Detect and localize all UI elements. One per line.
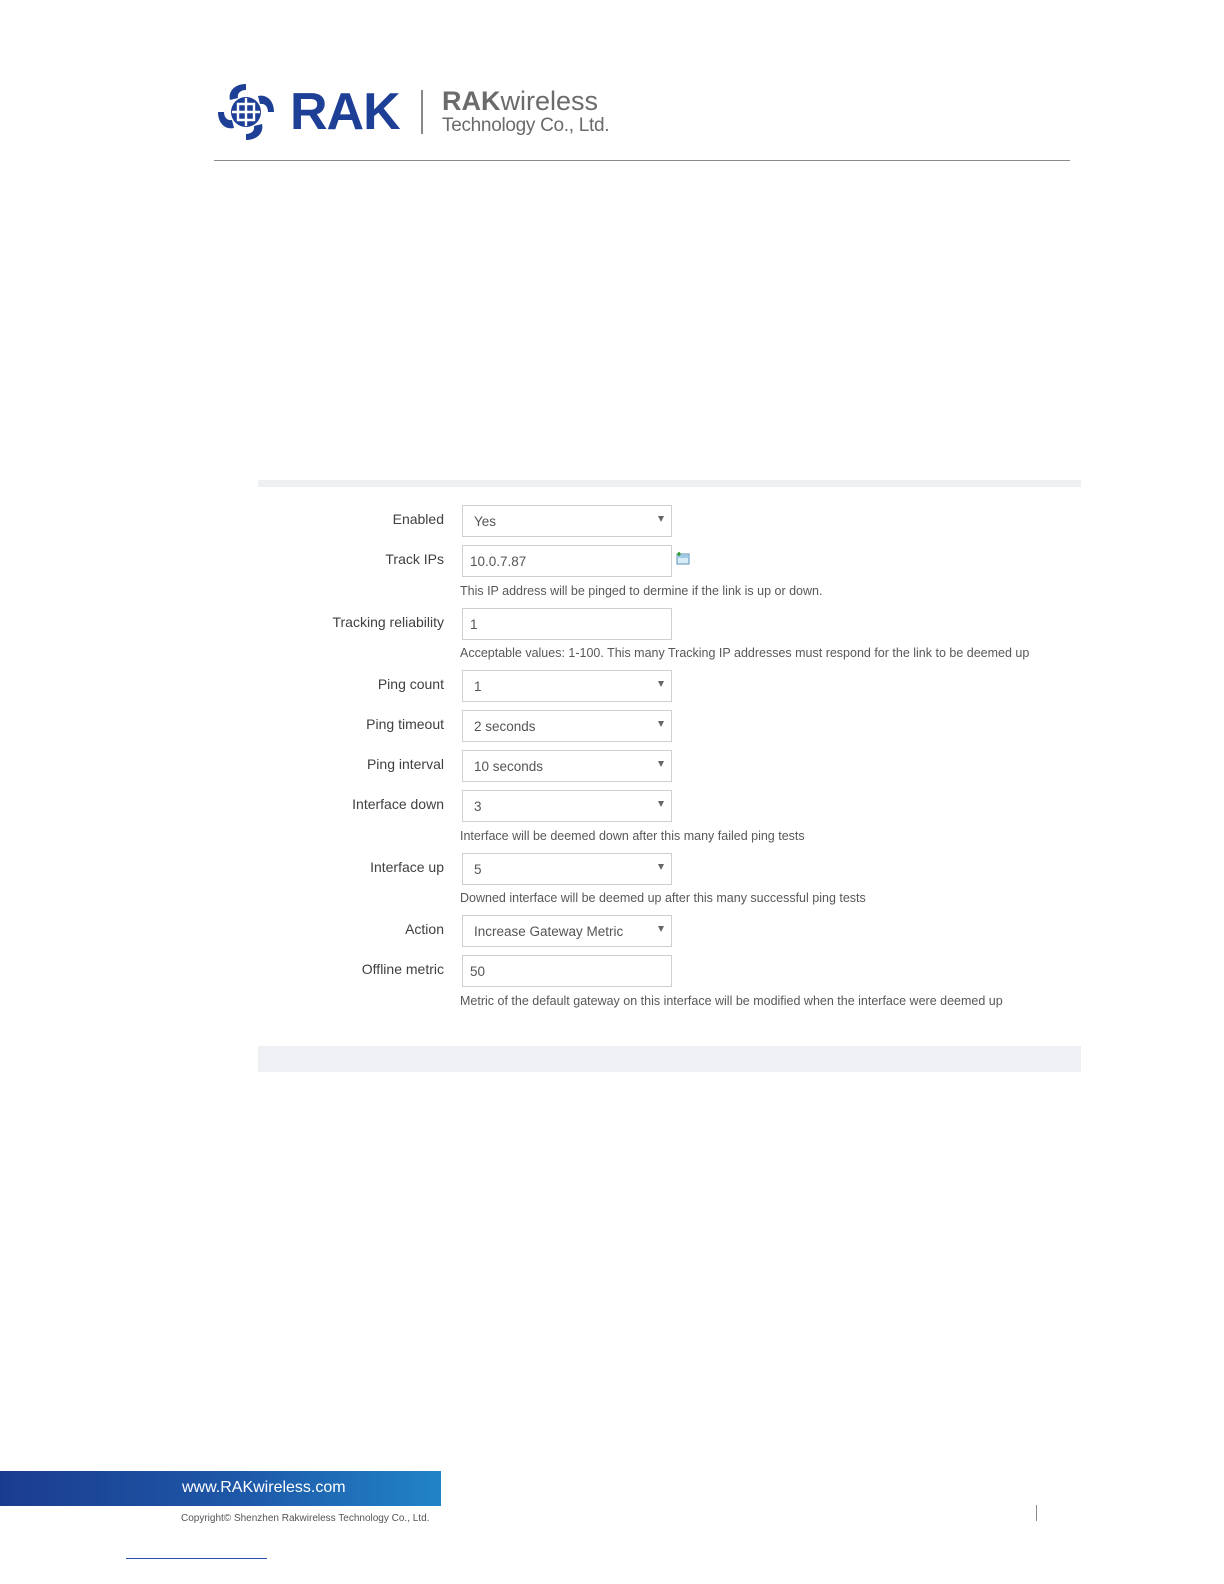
logo-divider [421, 90, 423, 134]
footer-website-link[interactable]: www.RAKwireless.com [182, 1479, 346, 1496]
enabled-select[interactable] [462, 505, 672, 537]
add-entry-icon[interactable] [676, 551, 690, 565]
offline-metric-value: 50 [470, 964, 486, 979]
field-ping-count [258, 670, 1081, 702]
tracking-reliability-help: Acceptable values: 1-100. This many Tracking IP addresses must respond for the link to be deemed up [460, 646, 1030, 660]
field-ping-timeout [258, 710, 1081, 742]
tracking-reliability-label: Tracking reliability [332, 614, 444, 630]
logo-company-name-bold: RAK [442, 86, 501, 116]
enabled-label: Enabled [392, 511, 444, 527]
field-ping-interval [258, 750, 1081, 782]
track-ips-input[interactable] [462, 545, 672, 577]
interface-down-value: 3 [474, 799, 482, 814]
header-divider [214, 160, 1070, 161]
logo-rak-text: RAK [290, 83, 400, 141]
tracking-reliability-input[interactable] [462, 608, 672, 640]
offline-metric-help: Metric of the default gateway on this interface will be modified when the interface were deemed up [460, 994, 1003, 1008]
company-logo [216, 82, 616, 146]
field-track-ips [258, 545, 1081, 577]
ping-count-label: Ping count [377, 676, 444, 692]
ping-timeout-value: 2 seconds [474, 719, 536, 734]
chevron-down-icon [658, 516, 664, 522]
field-tracking-reliability [258, 608, 1081, 640]
ping-interval-select[interactable] [462, 750, 672, 782]
interface-up-select[interactable] [462, 853, 672, 885]
field-interface-down [258, 790, 1081, 822]
ping-count-select[interactable] [462, 670, 672, 702]
ping-timeout-select[interactable] [462, 710, 672, 742]
interface-down-help: Interface will be deemed down after this many failed ping tests [460, 829, 805, 843]
offline-metric-label: Offline metric [361, 961, 444, 977]
page-number-separator [1036, 1505, 1037, 1521]
rak-logo-icon [216, 82, 276, 142]
field-enabled [258, 505, 1081, 537]
action-select[interactable] [462, 915, 672, 947]
interface-down-select[interactable] [462, 790, 672, 822]
offline-metric-input[interactable] [462, 955, 672, 987]
track-ips-value: 10.0.7.87 [470, 554, 527, 569]
ping-count-value: 1 [474, 679, 482, 694]
chevron-down-icon [658, 721, 664, 727]
interface-up-label: Interface up [370, 859, 444, 875]
interface-up-value: 5 [474, 862, 482, 877]
chevron-down-icon [658, 801, 664, 807]
field-offline-metric [258, 955, 1081, 987]
tracking-reliability-value: 1 [470, 617, 478, 632]
field-interface-up [258, 853, 1081, 885]
action-value: Increase Gateway Metric [474, 924, 624, 939]
panel-bottom-bar [258, 1046, 1081, 1072]
chevron-down-icon [658, 864, 664, 870]
ping-timeout-label: Ping timeout [366, 716, 444, 732]
chevron-down-icon [658, 761, 664, 767]
action-label: Action [405, 921, 444, 937]
ping-interval-label: Ping interval [366, 756, 444, 772]
logo-company-name-rest: wireless [500, 86, 599, 116]
track-ips-help: This IP address will be pinged to dermine if the link is up or down. [460, 584, 823, 598]
logo-company-subtitle: Technology Co., Ltd. [442, 115, 610, 136]
footer-banner [0, 1471, 441, 1506]
footer-copyright: Copyright© Shenzhen Rakwireless Technology Co., Ltd. [181, 1513, 430, 1524]
footer-link-underline [126, 1558, 267, 1559]
chevron-down-icon [658, 926, 664, 932]
ping-interval-value: 10 seconds [474, 759, 544, 774]
interface-down-label: Interface down [352, 796, 444, 812]
interface-up-help: Downed interface will be deemed up after this many successful ping tests [460, 891, 866, 905]
track-ips-label: Track IPs [385, 551, 444, 567]
chevron-down-icon [658, 681, 664, 687]
panel-top-bar [258, 480, 1081, 487]
field-action [258, 915, 1081, 947]
enabled-value: Yes [474, 514, 497, 529]
logo-company-name [442, 86, 598, 116]
